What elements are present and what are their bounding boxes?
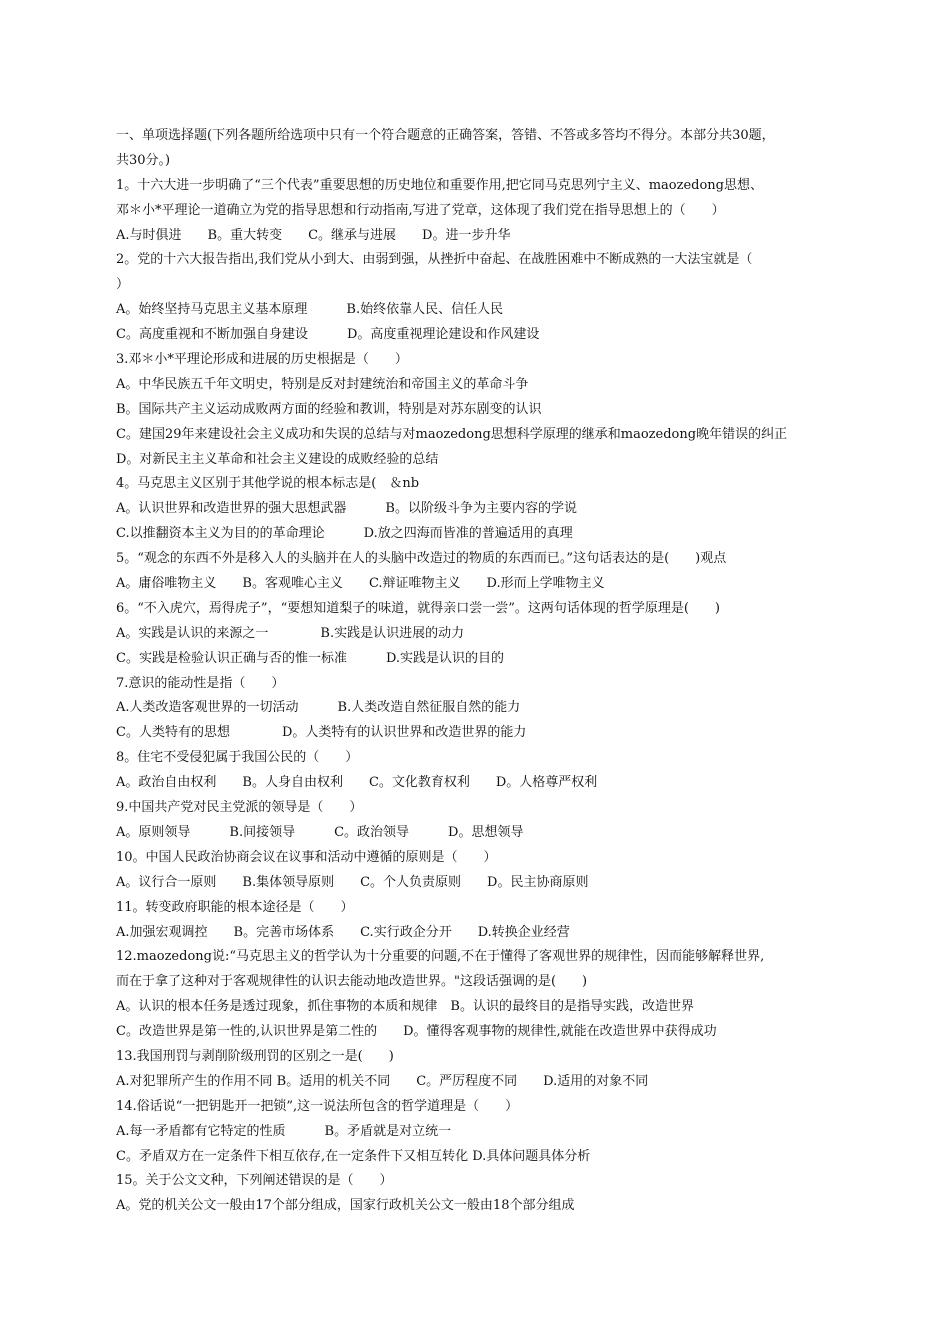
question-7-stem: 7.意识的能动性是指（ ） [116,675,285,691]
question-14-options-ab: A.每一矛盾都有它特定的性质 B。矛盾就是对立统一 [116,1123,452,1139]
question-12-line-1: 12.maozedong说:“马克思主义的哲学认为十分重要的问题,不在于懂得了客观世界的规律性，因而能够解释世界, [116,949,765,965]
question-3-option-a: A。中华民族五千年文明史，特别是反对封建统治和帝国主义的革命斗争 [116,376,529,392]
question-12-options-cd: C。改造世界是第一性的,认识世界是第二性的 D。懂得客观事物的规律性,就能在改造世界中获得成功 [116,1024,717,1040]
question-12-line-2: 而在于拿了这种对于客观规律性的认识去能动地改造世界。"这段话强调的是( ) [116,974,588,990]
question-4-options-cd: C.以推翻资本主义为目的的革命理论 D.放之四海而皆准的普遍适用的真理 [116,526,573,542]
question-3-stem: 3.邓＊小*平理论形成和进展的历史根据是（ ） [116,352,408,368]
document-page [116,124,834,1219]
question-3-option-d: D。对新民主主义革命和社会主义建设的成败经验的总结 [116,451,439,467]
question-10-options: A。议行合一原则 B.集体领导原则 C。个人负责原则 D。民主协商原则 [116,874,589,890]
question-8-options: A。政治自由权利 B。人身自由权利 C。文化教育权利 D。人格尊严权利 [116,775,598,791]
question-2-line-1: 2。党的十六大报告指出,我们党从小到大、由弱到强，从挫折中奋起、在战胜困难中不断成熟的一大法宝就是（ [116,252,753,268]
question-6-options-cd: C。实践是检验认识正确与否的惟一标准 D.实践是认识的目的 [116,650,505,666]
question-15-stem: 15。关于公文文种，下列阐述错误的是（ ） [116,1173,393,1189]
question-10-stem: 10。中国人民政治协商会议在议事和活动中遵循的原则是（ ） [116,849,497,865]
question-5-stem: 5。“观念的东西不外是移入人的头脑并在人的头脑中改造过的物质的东西而已。”这句话表达的是( )观点 [116,551,727,567]
question-4-options-ab: A。认识世界和改造世界的强大思想武器 B。以阶级斗争为主要内容的学说 [116,501,577,517]
question-14-options-cd: C。矛盾双方在一定条件下相互依存,在一定条件下又相互转化 D.具体问题具体分析 [116,1148,591,1164]
question-5-options: A。庸俗唯物主义 B。客观唯心主义 C.辩证唯物主义 D.形而上学唯物主义 [116,576,605,592]
question-14-stem: 14.俗话说“一把钥匙开一把锁”,这一说法所包含的哲学道理是（ ） [116,1098,519,1114]
question-1-options: A.与时俱进 B。重大转变 C。继承与进展 D。进一步升华 [116,227,511,243]
question-6-stem: 6。“不入虎穴，焉得虎子”，“要想知道梨子的味道，就得亲口尝一尝”。这两句话体现的哲学原理是( ) [116,600,720,616]
question-4-stem: 4。马克思主义区别于其他学说的根本标志是( ＆nb [116,476,420,492]
section-heading-line-1: 一、单项选择题(下列各题所给选项中只有一个符合题意的正确答案，答错、不答或多答均不得分。本部分共30题， [116,128,775,143]
question-7-options-cd: C。人类特有的思想 D。人类特有的认识世界和改造世界的能力 [116,725,527,741]
question-2-options-cd: C。高度重视和不断加强自身建设 D。高度重视理论建设和作风建设 [116,327,540,343]
question-13-stem: 13.我国刑罚与剥削阶级刑罚的区别之一是( ) [116,1048,394,1064]
question-2-line-2: ） [116,277,130,293]
question-9-stem: 9.中国共产党对民主党派的领导是（ ） [116,800,363,816]
question-9-options: A。原则领导 B.间接领导 C。政治领导 D。思想领导 [116,824,524,840]
question-7-options-ab: A.人类改造客观世界的一切活动 B.人类改造自然征服自然的能力 [116,700,521,716]
question-8-stem: 8。住宅不受侵犯属于我国公民的（ ） [116,750,359,766]
question-1-line-1: 1。十六大进一步明确了“三个代表”重要思想的历史地位和重要作用,把它同马克思列宁主义、maozedong思想、 [116,177,763,193]
question-13-options: A.对犯罪所产生的作用不同 B。适用的机关不同 C。严厉程度不同 D.适用的对象不同 [116,1073,649,1089]
question-2-options-ab: A。始终坚持马克思主义基本原理 B.始终依靠人民、信任人民 [116,302,504,318]
question-11-stem: 11。转变政府职能的根本途径是（ ） [116,899,354,915]
question-1-line-2: 邓＊小*平理论一道确立为党的指导思想和行动指南,写进了党章，这体现了我们党在指导思想上的（ ） [116,202,725,218]
question-15-option-a: A。党的机关公文一般由17个部分组成，国家行政机关公文一般由18个部分组成 [116,1198,575,1214]
question-11-options: A.加强宏观调控 B。完善市场体系 C.实行政企分开 D.转换企业经营 [116,924,570,940]
question-3-option-c: C。建国29年来建设社会主义成功和失误的总结与对maozedong思想科学原理的继承和maozedong晚年错误的纠正 [116,426,788,442]
question-6-options-ab: A。实践是认识的来源之一 B.实践是认识进展的动力 [116,625,465,641]
question-12-options-ab: A。认识的根本任务是透过现象，抓住事物的本质和规律 B。认识的最终目的是指导实践，改造世界 [116,999,694,1015]
question-3-option-b: B。国际共产主义运动成败两方面的经验和教训，特别是对苏东剧变的认识 [116,401,542,417]
section-heading-line-2: 共30分。) [116,152,171,168]
